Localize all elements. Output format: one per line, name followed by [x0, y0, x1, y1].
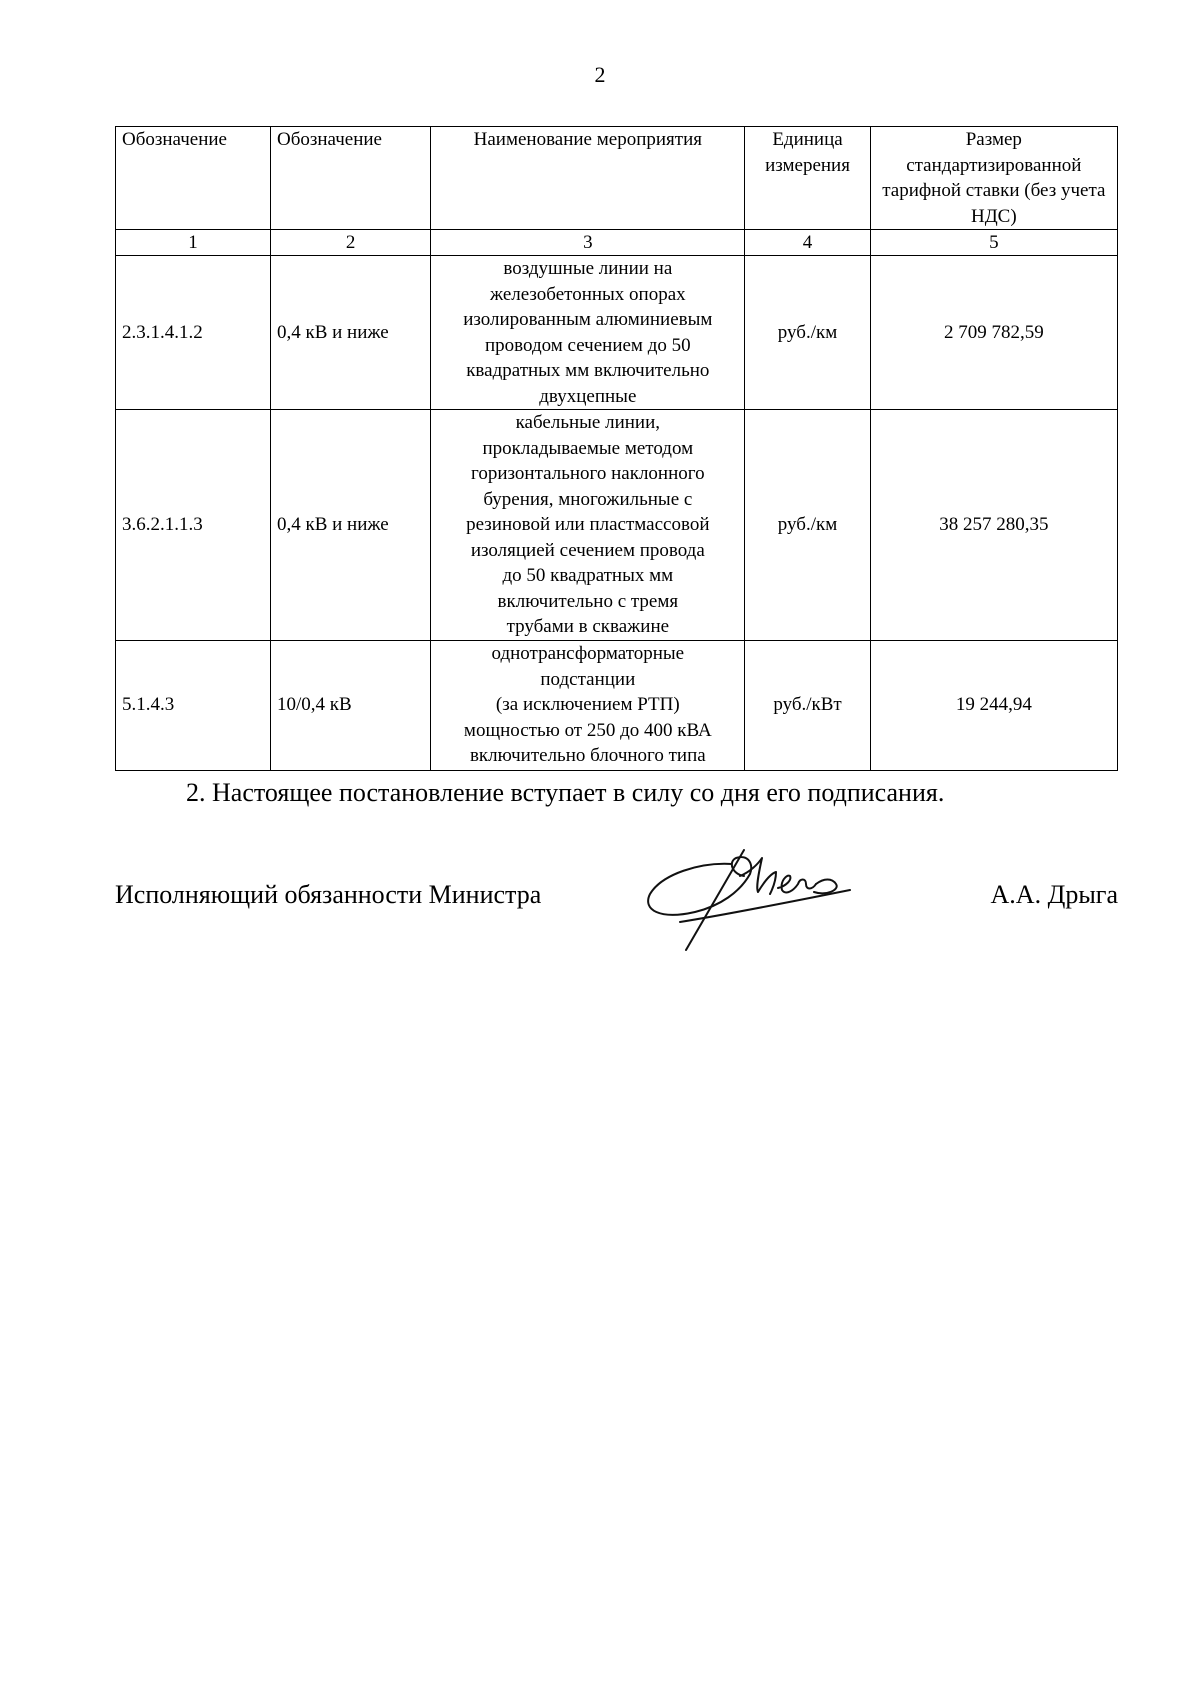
activity-name-line: трубами в скважине: [506, 616, 670, 637]
column-number: 1: [116, 230, 271, 256]
activity-name-line: подстанции: [540, 668, 636, 690]
signer-name: А.А. Дрыга: [990, 880, 1118, 909]
row-unit: руб./км: [745, 256, 870, 410]
handwritten-signature: [640, 842, 890, 952]
activity-name-line: квадратных мм включительно: [466, 360, 710, 381]
activity-name-line: бурения, многожильные с: [483, 488, 693, 510]
column-number: 5: [870, 230, 1117, 256]
row-rate: 2 709 782,59: [870, 256, 1117, 410]
row-code: 2.3.1.4.1.2: [116, 256, 271, 410]
table-row: [116, 640, 1118, 770]
activity-name-line: проводом сечением до 50: [485, 334, 691, 356]
table-header-row: [116, 127, 1118, 230]
header-tariff-rate: Размер стандартизированной тарифной ставки (без учета НДС): [870, 127, 1117, 230]
activity-name-line: изолированным алюминиевым: [463, 309, 713, 330]
activity-name-line: мощностью от 250 до 400 кВА: [463, 719, 712, 741]
activity-name-line: кабельные линии,: [515, 412, 661, 433]
header-designation-1: Обозначение: [116, 127, 271, 230]
row-unit: руб./км: [745, 410, 870, 641]
row-unit: руб./кВт: [745, 640, 870, 770]
header-activity-name: Наименование мероприятия: [431, 127, 745, 230]
activity-name-line: однотрансформаторные: [491, 643, 685, 665]
row-voltage: 0,4 кВ и ниже: [270, 256, 430, 410]
activity-name-line: двухцепные: [539, 385, 637, 407]
table-row: [116, 256, 1118, 410]
column-number: 3: [431, 230, 745, 256]
activity-name-line: (за исключением РТП): [495, 694, 680, 716]
activity-name-line: горизонтального наклонного: [471, 463, 705, 484]
row-activity-name: [431, 410, 745, 641]
column-number: 4: [745, 230, 870, 256]
activity-name-line: воздушные линии на: [503, 258, 673, 279]
activity-name-line: изоляцией сечением провода: [470, 539, 705, 561]
header-unit: Единица измерения: [745, 127, 870, 230]
row-voltage: 10/0,4 кВ: [270, 640, 430, 770]
column-number: 2: [270, 230, 430, 256]
signer-title: Исполняющий обязанности Министра: [115, 880, 542, 909]
header-designation-2: Обозначение: [270, 127, 430, 230]
row-code: 5.1.4.3: [116, 640, 271, 770]
page-number: 2: [594, 62, 606, 87]
activity-name-line: железобетонных опорах: [489, 283, 686, 305]
row-activity-name: [431, 640, 745, 770]
activity-name-line: прокладываемые методом: [482, 437, 694, 459]
activity-name-line: включительно с тремя: [497, 590, 679, 612]
row-rate: 38 257 280,35: [870, 410, 1117, 641]
row-activity-name: [431, 256, 745, 410]
decree-effective-text: 2. Настоящее постановление вступает в силу со дня его подписания.: [186, 778, 945, 807]
tariff-table: [115, 126, 1118, 771]
row-voltage: 0,4 кВ и ниже: [270, 410, 430, 641]
row-code: 3.6.2.1.1.3: [116, 410, 271, 641]
activity-name-line: резиновой или пластмассовой: [466, 514, 710, 535]
activity-name-line: включительно блочного типа: [469, 745, 706, 767]
activity-name-line: до 50 квадратных мм: [502, 565, 674, 586]
table-row: [116, 410, 1118, 641]
row-rate: 19 244,94: [870, 640, 1117, 770]
column-number-row: [116, 230, 1118, 256]
